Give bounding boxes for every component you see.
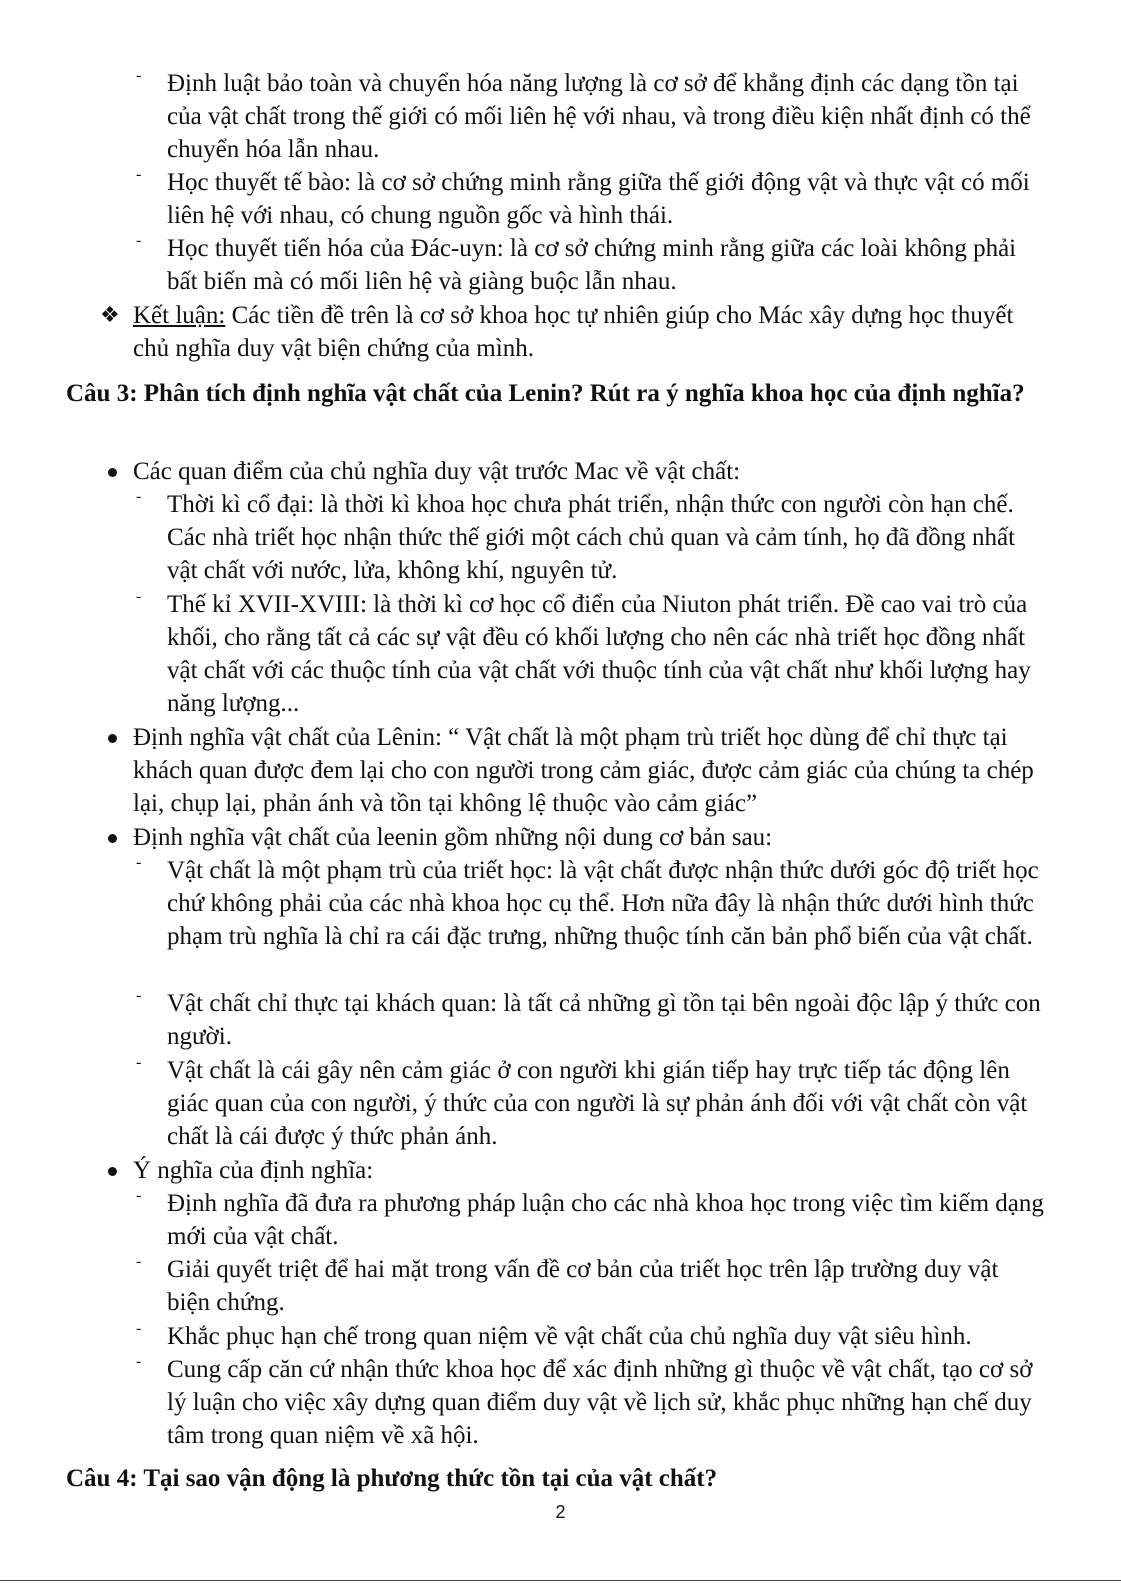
dash-item: - Thời kì cổ đại: là thời kì khoa học chưa phát triển, nhận thức con người còn hạn chế. Các nhà triết học nhận thức thế giới một cách chủ quan và cảm tính, họ đã đồng nhất vật chất với nước, lửa, không khí, nguyên tử. xyxy=(0,488,1121,587)
bullet-item xyxy=(0,455,1121,488)
item-text: Vật chất là cái gây nên cảm giác ở con người khi gián tiếp hay trực tiếp tác động lên giác quan của con người, ý thức của con người là sự phản ánh đối với vật chất còn vật chất là cái được ý thức phản ánh. xyxy=(167,1057,1028,1150)
item-text: Vật chất chỉ thực tại khách quan: là tất cả những gì tồn tại bên ngoài độc lập ý thức con người. xyxy=(167,990,1041,1050)
question-3-heading: Câu 3: Phân tích định nghĩa vật chất của Lenin? Rút ra ý nghĩa khoa học của định nghĩa? xyxy=(66,380,1025,407)
bullet-item xyxy=(0,721,1121,820)
page-number: 2 xyxy=(555,1502,566,1522)
dash-item: - Vật chất là cái gây nên cảm giác ở con người khi gián tiếp hay trực tiếp tác động lên giác quan của con người, ý thức của con người là sự phản ánh đối với vật chất còn vật chất là cái được ý thức phản ánh. xyxy=(0,1054,1121,1153)
bullet-item xyxy=(0,821,1121,854)
item-text: Định luật bảo toàn và chuyển hóa năng lượng là cơ sở để khẳng định các dạng tồn tại của vật chất trong thế giới có mối liên hệ với nhau, và trong điều kiện nhất định có thể chuyển hóa lẫn nhau. xyxy=(167,70,1031,163)
bullet-text: Định nghĩa vật chất của leenin gồm những nội dung cơ bản sau: xyxy=(133,824,773,851)
conclusion xyxy=(0,299,1121,365)
dash-item: - Thế kỉ XVII-XVIII: là thời kì cơ học cổ điển của Niuton phát triển. Đề cao vai trò của khối, cho rằng tất cả các sự vật đều có khối lượng cho nên các nhà triết học đồng nhất vật chất với các thuộc tính của vật chất với thuộc tính của vật chất như khối lượng hay năng lượng... xyxy=(0,588,1121,720)
dash-item: - Định luật bảo toàn và chuyển hóa năng lượng là cơ sở để khẳng định các dạng tồn tại của vật chất trong thế giới có mối liên hệ với nhau, và trong điều kiện nhất định có thể chuyển hóa lẫn nhau. xyxy=(0,67,1121,166)
item-text: Thời kì cổ đại: là thời kì khoa học chưa phát triển, nhận thức con người còn hạn chế. Các nhà triết học nhận thức thế giới một cách chủ quan và cảm tính, họ đã đồng nhất vật chất với nước, lửa, không khí, nguyên tử. xyxy=(167,491,1016,584)
dash-item: - Học thuyết tế bào: là cơ sở chứng minh rằng giữa thế giới động vật và thực vật có mối liên hệ với nhau, có chung nguồn gốc và hình thái. xyxy=(0,166,1121,232)
item-text: Vật chất là một phạm trù của triết học: là vật chất được nhận thức dưới góc độ triết học chứ không phải của các nhà khoa học cụ thể. Hơn nữa đây là nhận thức dưới hình thức phạm trù nghĩa là chỉ ra cái đặc trưng, những thuộc tính căn bản phổ biến của vật chất. xyxy=(167,857,1039,950)
item-text: Thế kỉ XVII-XVIII: là thời kì cơ học cổ điển của Niuton phát triển. Đề cao vai trò của khối, cho rằng tất cả các sự vật đều có khối lượng cho nên các nhà triết học đồng nhất vật chất với các thuộc tính của vật chất với thuộc tính của vật chất như khối lượng hay năng lượng... xyxy=(167,591,1031,717)
dash-item: - Vật chất là một phạm trù của triết học: là vật chất được nhận thức dưới góc độ triết học chứ không phải của các nhà khoa học cụ thể. Hơn nữa đây là nhận thức dưới hình thức phạm trù nghĩa là chỉ ra cái đặc trưng, những thuộc tính căn bản phổ biến của vật chất. xyxy=(0,854,1121,953)
conclusion-body: Các tiền đề trên là cơ sở khoa học tự nhiên giúp cho Mác xây dựng học thuyết chủ nghĩa duy vật biện chứng của mình. xyxy=(133,302,1014,362)
conclusion-text xyxy=(0,299,1033,365)
dash-item: - Khắc phục hạn chế trong quan niệm về vật chất của chủ nghĩa duy vật siêu hình. xyxy=(0,1320,1121,1353)
dash-item: - Cung cấp căn cứ nhận thức khoa học để xác định những gì thuộc về vật chất, tạo cơ sở lý luận cho việc xây dựng quan điểm duy vật về lịch sử, khắc phục những hạn chế duy tâm trong quan niệm về xã hội. xyxy=(0,1353,1121,1452)
diamond-bullet-icon: ❖ xyxy=(100,302,120,327)
page-bottom-divider xyxy=(0,1580,1121,1581)
dash-item: - Định nghĩa đã đưa ra phương pháp luận cho các nhà khoa học trong việc tìm kiếm dạng mới của vật chất. xyxy=(0,1187,1121,1253)
bullet-text: Các quan điểm của chủ nghĩa duy vật trước Mac về vật chất: xyxy=(133,458,741,485)
bullet-text: Ý nghĩa của định nghĩa: xyxy=(133,1157,374,1184)
bullet-text: Định nghĩa vật chất của Lênin: “ Vật chất là một phạm trù triết học dùng để chỉ thực tại khách quan được đem lại cho con người trong cảm giác, được cảm giác của chúng ta chép lại, chụp lại, phản ánh và tồn tại không lệ thuộc vào cảm giác” xyxy=(133,724,1034,817)
item-text: Giải quyết triệt để hai mặt trong vấn đề cơ bản của triết học trên lập trường duy vật biện chứng. xyxy=(167,1256,999,1316)
item-text: Định nghĩa đã đưa ra phương pháp luận cho các nhà khoa học trong việc tìm kiếm dạng mới của vật chất. xyxy=(167,1190,1044,1250)
bullet-item xyxy=(0,1154,1121,1187)
item-text: Học thuyết tiến hóa của Đác-uyn: là cơ sở chứng minh rằng giữa các loài không phải bất biến mà có mối liên hệ và giàng buộc lẫn nhau. xyxy=(167,235,1017,295)
item-text: Học thuyết tế bào: là cơ sở chứng minh rằng giữa thế giới động vật và thực vật có mối liên hệ với nhau, có chung nguồn gốc và hình thái. xyxy=(167,169,1030,229)
conclusion-label: Kết luận: xyxy=(133,302,226,329)
item-text: Cung cấp căn cứ nhận thức khoa học để xác định những gì thuộc về vật chất, tạo cơ sở lý luận cho việc xây dựng quan điểm duy vật về lịch sử, khắc phục những hạn chế duy tâm trong quan niệm về xã hội. xyxy=(167,1356,1033,1449)
question-4-heading: Câu 4: Tại sao vận động là phương thức tồn tại của vật chất? xyxy=(66,1465,718,1492)
dash-item: - Giải quyết triệt để hai mặt trong vấn đề cơ bản của triết học trên lập trường duy vật biện chứng. xyxy=(0,1253,1121,1319)
dash-item: - Vật chất chỉ thực tại khách quan: là tất cả những gì tồn tại bên ngoài độc lập ý thức con người. xyxy=(0,987,1121,1053)
item-text: Khắc phục hạn chế trong quan niệm về vật chất của chủ nghĩa duy vật siêu hình. xyxy=(167,1323,972,1350)
dash-item: - Học thuyết tiến hóa của Đác-uyn: là cơ sở chứng minh rằng giữa các loài không phải bất biến mà có mối liên hệ và giàng buộc lẫn nhau. xyxy=(0,232,1121,298)
